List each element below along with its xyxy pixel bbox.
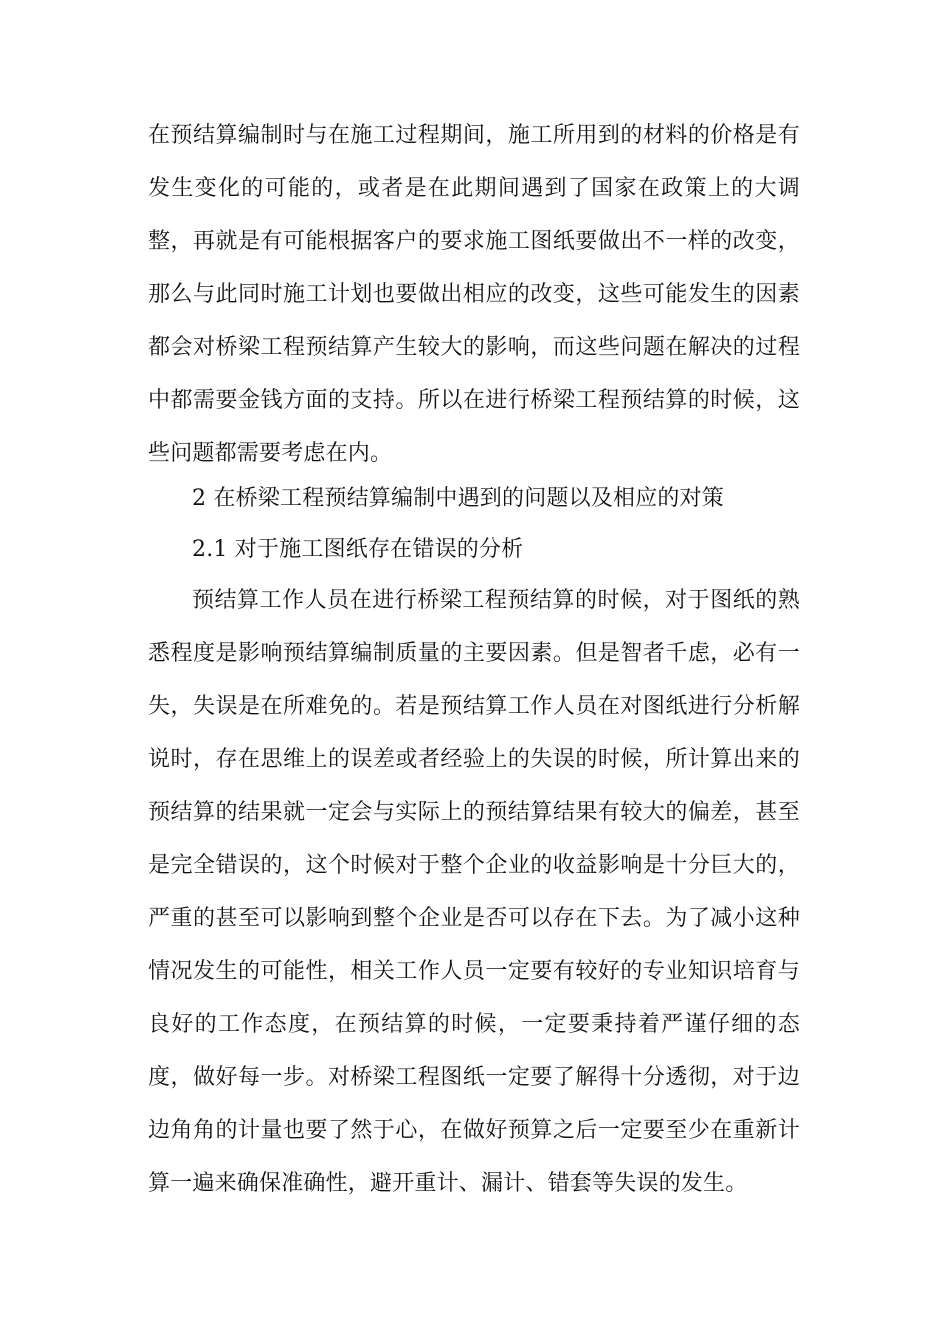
paragraph-2-line: 说时，存在思维上的误差或者经验上的失误的时候，所计算出来的 bbox=[148, 747, 800, 772]
paragraph-1-line: 都会对桥梁工程预结算产生较大的影响，而这些问题在解决的过程 bbox=[148, 335, 800, 360]
paragraph-2-line: 悉程度是影响预结算编制质量的主要因素。但是智者千虑，必有一 bbox=[148, 641, 800, 666]
paragraph-2-line: 失，失误是在所难免的。若是预结算工作人员在对图纸进行分析解 bbox=[148, 694, 800, 719]
paragraph-1-line: 些问题都需要考虑在内。 bbox=[148, 441, 393, 466]
paragraph-2-line: 算一遍来确保准确性，避开重计、漏计、错套等失误的发生。 bbox=[148, 1171, 748, 1196]
paragraph-1-line: 发生变化的可能的，或者是在此期间遇到了国家在政策上的大调 bbox=[148, 176, 800, 201]
paragraph-2-line: 预结算的结果就一定会与实际上的预结算结果有较大的偏差，甚至 bbox=[148, 800, 800, 825]
paragraph-1-line: 那么与此同时施工计划也要做出相应的改变，这些可能发生的因素 bbox=[148, 282, 800, 307]
paragraph-2-line: 边角角的计量也要了然于心，在做好预算之后一定要至少在重新计 bbox=[148, 1118, 800, 1143]
subsection-heading: 2.1 对于施工图纸存在错误的分析 bbox=[192, 537, 524, 562]
paragraph-2-line: 严重的甚至可以影响到整个企业是否可以存在下去。为了减小这种 bbox=[148, 906, 800, 931]
paragraph-1-line: 中都需要金钱方面的支持。所以在进行桥梁工程预结算的时候，这 bbox=[148, 388, 800, 413]
paragraph-2-line: 预结算工作人员在进行桥梁工程预结算的时候，对于图纸的熟 bbox=[192, 588, 800, 613]
paragraph-2-line: 良好的工作态度，在预结算的时候，一定要秉持着严谨仔细的态 bbox=[148, 1012, 800, 1037]
paragraph-1-line: 在预结算编制时与在施工过程期间，施工所用到的材料的价格是有 bbox=[148, 123, 800, 148]
section-heading: 2 在桥梁工程预结算编制中遇到的问题以及相应的对策 bbox=[192, 486, 724, 511]
paragraph-2-line: 是完全错误的，这个时候对于整个企业的收益影响是十分巨大的， bbox=[148, 853, 800, 878]
paragraph-2-line: 情况发生的可能性，相关工作人员一定要有较好的专业知识培育与 bbox=[148, 959, 800, 984]
paragraph-1-line: 整，再就是有可能根据客户的要求施工图纸要做出不一样的改变， bbox=[148, 229, 800, 254]
paragraph-2-line: 度，做好每一步。对桥梁工程图纸一定要了解得十分透彻，对于边 bbox=[148, 1065, 800, 1090]
